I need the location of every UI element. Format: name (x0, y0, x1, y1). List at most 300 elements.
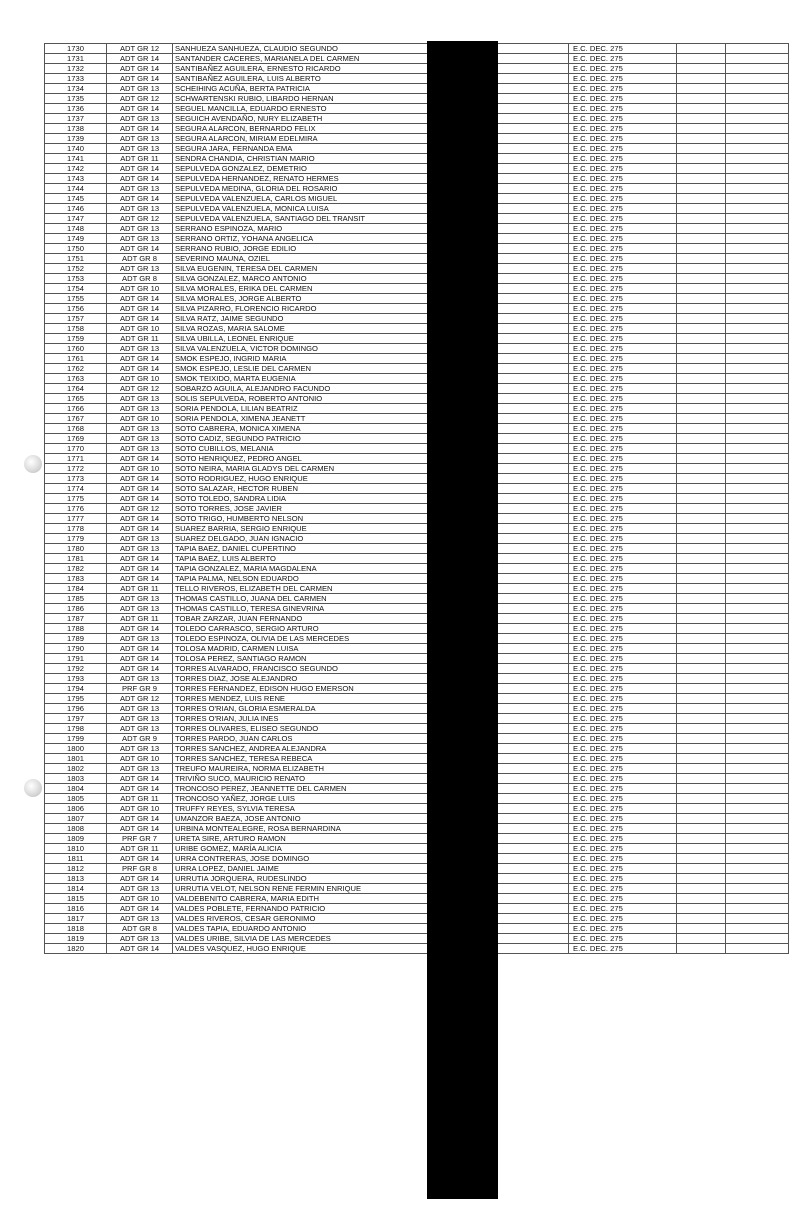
table-row (45, 444, 789, 454)
empty-cell (677, 174, 726, 184)
empty-cell (677, 94, 726, 104)
decree-cell: E.C. DEC. 275 (569, 414, 677, 424)
table-row (45, 84, 789, 94)
empty-cell (677, 494, 726, 504)
name-cell: SOTO HENRIQUEZ, PEDRO ANGEL (173, 454, 428, 464)
row-number-cell: 1775 (45, 494, 107, 504)
empty-cell (726, 104, 789, 114)
empty-cell (726, 534, 789, 544)
table-row (45, 904, 789, 914)
table-row (45, 744, 789, 754)
empty-cell (726, 204, 789, 214)
empty-cell (726, 944, 789, 954)
name-cell: SCHWARTENSKI RUBIO, LIBARDO HERNAN (173, 94, 428, 104)
grade-cell: ADT GR 12 (107, 44, 173, 54)
empty-cell (726, 834, 789, 844)
row-number-cell: 1755 (45, 294, 107, 304)
row-number-cell: 1750 (45, 244, 107, 254)
grade-cell: ADT GR 14 (107, 644, 173, 654)
empty-cell (677, 534, 726, 544)
row-number-cell: 1733 (45, 74, 107, 84)
table-row (45, 454, 789, 464)
row-number-cell: 1783 (45, 574, 107, 584)
grade-cell: ADT GR 13 (107, 344, 173, 354)
row-number-cell: 1761 (45, 354, 107, 364)
name-cell: SERRANO ESPINOZA, MARIO (173, 224, 428, 234)
table-row (45, 814, 789, 824)
table-row (45, 844, 789, 854)
table-row (45, 294, 789, 304)
table-row (45, 194, 789, 204)
grade-cell: ADT GR 13 (107, 264, 173, 274)
name-cell: SOTO CABRERA, MONICA XIMENA (173, 424, 428, 434)
row-number-cell: 1820 (45, 944, 107, 954)
empty-cell (677, 934, 726, 944)
empty-cell (726, 814, 789, 824)
name-cell: TORRES PARDO, JUAN CARLOS (173, 734, 428, 744)
grade-cell: ADT GR 10 (107, 804, 173, 814)
name-cell: URRA LOPEZ, DANIEL JAIME (173, 864, 428, 874)
row-number-cell: 1736 (45, 104, 107, 114)
empty-cell (726, 134, 789, 144)
name-cell: URRUTIA VELOT, NELSON RENE FERMIN ENRIQUE (173, 884, 428, 894)
grade-cell: ADT GR 10 (107, 894, 173, 904)
row-number-cell: 1751 (45, 254, 107, 264)
empty-cell (677, 794, 726, 804)
decree-cell: E.C. DEC. 275 (569, 314, 677, 324)
name-cell: SEGURA ALARCON, BERNARDO FELIX (173, 124, 428, 134)
decree-cell: E.C. DEC. 275 (569, 684, 677, 694)
grade-cell: PRF GR 7 (107, 834, 173, 844)
table-row (45, 494, 789, 504)
grade-cell: ADT GR 14 (107, 244, 173, 254)
name-cell: TOLOSA MADRID, CARMEN LUISA (173, 644, 428, 654)
empty-cell (726, 274, 789, 284)
table-row (45, 734, 789, 744)
empty-cell (726, 254, 789, 264)
empty-cell (677, 114, 726, 124)
empty-cell (726, 864, 789, 874)
row-number-cell: 1812 (45, 864, 107, 874)
table-row (45, 204, 789, 214)
grade-cell: ADT GR 9 (107, 734, 173, 744)
table-row (45, 754, 789, 764)
grade-cell: ADT GR 13 (107, 634, 173, 644)
grade-cell: ADT GR 13 (107, 394, 173, 404)
table-row (45, 794, 789, 804)
empty-cell (677, 864, 726, 874)
table-row (45, 394, 789, 404)
name-cell: SEPULVEDA VALENZUELA, CARLOS MIGUEL (173, 194, 428, 204)
empty-cell (677, 804, 726, 814)
grade-cell: ADT GR 10 (107, 414, 173, 424)
grade-cell: ADT GR 11 (107, 334, 173, 344)
empty-cell (677, 614, 726, 624)
name-cell: TRONCOSO PEREZ, JEANNETTE DEL CARMEN (173, 784, 428, 794)
table-row (45, 314, 789, 324)
grade-cell: ADT GR 13 (107, 934, 173, 944)
table-row (45, 864, 789, 874)
empty-cell (726, 844, 789, 854)
empty-cell (677, 274, 726, 284)
row-number-cell: 1772 (45, 464, 107, 474)
name-cell: SILVA ROZAS, MARIA SALOME (173, 324, 428, 334)
row-number-cell: 1793 (45, 674, 107, 684)
table-row (45, 594, 789, 604)
decree-cell: E.C. DEC. 275 (569, 834, 677, 844)
row-number-cell: 1732 (45, 64, 107, 74)
grade-cell: ADT GR 14 (107, 514, 173, 524)
grade-cell: ADT GR 14 (107, 64, 173, 74)
name-cell: SOTO SALAZAR, HECTOR RUBEN (173, 484, 428, 494)
name-cell: SOTO TRIGO, HUMBERTO NELSON (173, 514, 428, 524)
row-number-cell: 1801 (45, 754, 107, 764)
decree-cell: E.C. DEC. 275 (569, 454, 677, 464)
name-cell: URIBE GOMEZ, MARÍA ALICIA (173, 844, 428, 854)
decree-cell: E.C. DEC. 275 (569, 374, 677, 384)
empty-cell (726, 344, 789, 354)
table-row (45, 604, 789, 614)
table-row (45, 914, 789, 924)
decree-cell: E.C. DEC. 275 (569, 134, 677, 144)
name-cell: TORRES SANCHEZ, TERESA REBECA (173, 754, 428, 764)
empty-cell (726, 874, 789, 884)
grade-cell: ADT GR 14 (107, 124, 173, 134)
table-row (45, 724, 789, 734)
decree-cell: E.C. DEC. 275 (569, 44, 677, 54)
decree-cell: E.C. DEC. 275 (569, 534, 677, 544)
row-number-cell: 1794 (45, 684, 107, 694)
empty-cell (677, 44, 726, 54)
empty-cell (677, 354, 726, 364)
row-number-cell: 1730 (45, 44, 107, 54)
empty-cell (726, 684, 789, 694)
grade-cell: ADT GR 13 (107, 594, 173, 604)
row-number-cell: 1741 (45, 154, 107, 164)
name-cell: TORRES MENDEZ, LUIS RENE (173, 694, 428, 704)
table-row (45, 704, 789, 714)
empty-cell (726, 764, 789, 774)
decree-cell: E.C. DEC. 275 (569, 344, 677, 354)
grade-cell: ADT GR 13 (107, 534, 173, 544)
grade-cell: ADT GR 10 (107, 374, 173, 384)
row-number-cell: 1781 (45, 554, 107, 564)
empty-cell (677, 854, 726, 864)
decree-cell: E.C. DEC. 275 (569, 544, 677, 554)
empty-cell (726, 504, 789, 514)
empty-cell (677, 154, 726, 164)
table-row (45, 434, 789, 444)
empty-cell (677, 314, 726, 324)
name-cell: SOTO CADIZ, SEGUNDO PATRICIO (173, 434, 428, 444)
decree-cell: E.C. DEC. 275 (569, 624, 677, 634)
decree-cell: E.C. DEC. 275 (569, 154, 677, 164)
empty-cell (677, 374, 726, 384)
grade-cell: ADT GR 14 (107, 774, 173, 784)
row-number-cell: 1777 (45, 514, 107, 524)
row-number-cell: 1763 (45, 374, 107, 384)
redaction-bar (427, 41, 498, 1199)
name-cell: SOTO CUBILLOS, MELANIA (173, 444, 428, 454)
grade-cell: ADT GR 10 (107, 324, 173, 334)
empty-cell (677, 514, 726, 524)
table-row (45, 614, 789, 624)
row-number-cell: 1790 (45, 644, 107, 654)
decree-cell: E.C. DEC. 275 (569, 94, 677, 104)
grade-cell: ADT GR 13 (107, 144, 173, 154)
row-number-cell: 1760 (45, 344, 107, 354)
grade-cell: ADT GR 14 (107, 944, 173, 954)
table-row (45, 344, 789, 354)
row-number-cell: 1806 (45, 804, 107, 814)
row-number-cell: 1764 (45, 384, 107, 394)
name-cell: VALDES URIBE, SILVIA DE LAS MERCEDES (173, 934, 428, 944)
row-number-cell: 1734 (45, 84, 107, 94)
grade-cell: ADT GR 14 (107, 174, 173, 184)
empty-cell (726, 54, 789, 64)
row-number-cell: 1810 (45, 844, 107, 854)
empty-cell (726, 484, 789, 494)
grade-cell: ADT GR 14 (107, 164, 173, 174)
decree-cell: E.C. DEC. 275 (569, 854, 677, 864)
name-cell: SILVA MORALES, ERIKA DEL CARMEN (173, 284, 428, 294)
empty-cell (677, 754, 726, 764)
empty-cell (726, 214, 789, 224)
empty-cell (677, 574, 726, 584)
punch-hole-top (24, 455, 42, 473)
name-cell: URRA CONTRERAS, JOSE DOMINGO (173, 854, 428, 864)
row-number-cell: 1749 (45, 234, 107, 244)
table-row (45, 284, 789, 294)
decree-cell: E.C. DEC. 275 (569, 254, 677, 264)
empty-cell (726, 564, 789, 574)
empty-cell (677, 884, 726, 894)
punch-hole-bottom (24, 779, 42, 797)
empty-cell (726, 414, 789, 424)
grade-cell: ADT GR 13 (107, 744, 173, 754)
decree-cell: E.C. DEC. 275 (569, 644, 677, 654)
empty-cell (677, 674, 726, 684)
name-cell: SOTO NEIRA, MARIA GLADYS DEL CARMEN (173, 464, 428, 474)
table-row (45, 44, 789, 54)
empty-cell (677, 304, 726, 314)
grade-cell: ADT GR 13 (107, 914, 173, 924)
table-row (45, 324, 789, 334)
grade-cell: ADT GR 14 (107, 474, 173, 484)
empty-cell (726, 304, 789, 314)
empty-cell (677, 324, 726, 334)
decree-cell: E.C. DEC. 275 (569, 764, 677, 774)
row-number-cell: 1748 (45, 224, 107, 234)
empty-cell (726, 554, 789, 564)
row-number-cell: 1737 (45, 114, 107, 124)
name-cell: TOLEDO ESPINOZA, OLIVIA DE LAS MERCEDES (173, 634, 428, 644)
empty-cell (726, 634, 789, 644)
empty-cell (677, 164, 726, 174)
empty-cell (726, 224, 789, 234)
name-cell: SILVA RATZ, JAIME SEGUNDO (173, 314, 428, 324)
row-number-cell: 1759 (45, 334, 107, 344)
empty-cell (726, 124, 789, 134)
name-cell: THOMAS CASTILLO, TERESA GINEVRINA (173, 604, 428, 614)
grade-cell: ADT GR 14 (107, 364, 173, 374)
row-number-cell: 1756 (45, 304, 107, 314)
empty-cell (677, 774, 726, 784)
name-cell: TORRES O'RIAN, JULIA INES (173, 714, 428, 724)
name-cell: SMOK ESPEJO, INGRID MARIA (173, 354, 428, 364)
row-number-cell: 1782 (45, 564, 107, 574)
table-row (45, 894, 789, 904)
row-number-cell: 1807 (45, 814, 107, 824)
grade-cell: ADT GR 14 (107, 484, 173, 494)
empty-cell (726, 584, 789, 594)
decree-cell: E.C. DEC. 275 (569, 514, 677, 524)
decree-cell: E.C. DEC. 275 (569, 814, 677, 824)
empty-cell (677, 504, 726, 514)
grade-cell: ADT GR 13 (107, 434, 173, 444)
grade-cell: ADT GR 13 (107, 714, 173, 724)
table-row (45, 304, 789, 314)
empty-cell (726, 514, 789, 524)
table-row (45, 74, 789, 84)
empty-cell (726, 854, 789, 864)
name-cell: SENDRA CHANDIA, CHRISTIAN MARIO (173, 154, 428, 164)
table-row (45, 64, 789, 74)
empty-cell (726, 154, 789, 164)
row-number-cell: 1792 (45, 664, 107, 674)
empty-cell (677, 424, 726, 434)
decree-cell: E.C. DEC. 275 (569, 754, 677, 764)
grade-cell: ADT GR 13 (107, 764, 173, 774)
grade-cell: ADT GR 13 (107, 544, 173, 554)
empty-cell (726, 774, 789, 784)
row-number-cell: 1785 (45, 594, 107, 604)
grade-cell: ADT GR 14 (107, 354, 173, 364)
name-cell: SANTIBAÑEZ AGUILERA, LUIS ALBERTO (173, 74, 428, 84)
grade-cell: ADT GR 13 (107, 884, 173, 894)
grade-cell: ADT GR 12 (107, 694, 173, 704)
name-cell: VALDES RIVEROS, CESAR GERONIMO (173, 914, 428, 924)
empty-cell (726, 434, 789, 444)
decree-cell: E.C. DEC. 275 (569, 244, 677, 254)
empty-cell (677, 224, 726, 234)
empty-cell (726, 174, 789, 184)
empty-cell (677, 104, 726, 114)
grade-cell: ADT GR 13 (107, 604, 173, 614)
decree-cell: E.C. DEC. 275 (569, 274, 677, 284)
empty-cell (726, 244, 789, 254)
decree-cell: E.C. DEC. 275 (569, 144, 677, 154)
empty-cell (677, 244, 726, 254)
decree-cell: E.C. DEC. 275 (569, 194, 677, 204)
table-row (45, 684, 789, 694)
decree-cell: E.C. DEC. 275 (569, 824, 677, 834)
row-number-cell: 1788 (45, 624, 107, 634)
empty-cell (677, 384, 726, 394)
name-cell: SILVA UBILLA, LEONEL ENRIQUE (173, 334, 428, 344)
decree-cell: E.C. DEC. 275 (569, 494, 677, 504)
empty-cell (726, 804, 789, 814)
empty-cell (677, 554, 726, 564)
name-cell: SANTANDER CACERES, MARIANELA DEL CARMEN (173, 54, 428, 64)
name-cell: SORIA PENDOLA, XIMENA JEANETT (173, 414, 428, 424)
empty-cell (677, 764, 726, 774)
empty-cell (677, 694, 726, 704)
empty-cell (726, 784, 789, 794)
decree-cell: E.C. DEC. 275 (569, 184, 677, 194)
table-row (45, 644, 789, 654)
name-cell: TORRES OLIVARES, ELISEO SEGUNDO (173, 724, 428, 734)
name-cell: SEPULVEDA VALENZUELA, MONICA LUISA (173, 204, 428, 214)
empty-cell (726, 714, 789, 724)
empty-cell (726, 794, 789, 804)
empty-cell (677, 814, 726, 824)
empty-cell (677, 824, 726, 834)
table-row (45, 264, 789, 274)
name-cell: SOTO TOLEDO, SANDRA LIDIA (173, 494, 428, 504)
name-cell: SEPULVEDA MEDINA, GLORIA DEL ROSARIO (173, 184, 428, 194)
grade-cell: ADT GR 13 (107, 114, 173, 124)
grade-cell: ADT GR 14 (107, 664, 173, 674)
row-number-cell: 1770 (45, 444, 107, 454)
empty-cell (677, 124, 726, 134)
row-number-cell: 1776 (45, 504, 107, 514)
row-number-cell: 1742 (45, 164, 107, 174)
grade-cell: ADT GR 13 (107, 204, 173, 214)
name-cell: TRUFFY REYES, SYLVIA TERESA (173, 804, 428, 814)
empty-cell (726, 824, 789, 834)
empty-cell (677, 584, 726, 594)
grade-cell: ADT GR 13 (107, 184, 173, 194)
row-number-cell: 1814 (45, 884, 107, 894)
decree-cell: E.C. DEC. 275 (569, 164, 677, 174)
empty-cell (726, 354, 789, 364)
row-number-cell: 1797 (45, 714, 107, 724)
empty-cell (677, 54, 726, 64)
decree-cell: E.C. DEC. 275 (569, 864, 677, 874)
personnel-table (44, 43, 789, 954)
table-row (45, 364, 789, 374)
decree-cell: E.C. DEC. 275 (569, 434, 677, 444)
empty-cell (677, 664, 726, 674)
empty-cell (726, 474, 789, 484)
decree-cell: E.C. DEC. 275 (569, 784, 677, 794)
empty-cell (726, 94, 789, 104)
decree-cell: E.C. DEC. 275 (569, 794, 677, 804)
row-number-cell: 1805 (45, 794, 107, 804)
empty-cell (677, 734, 726, 744)
table-row (45, 234, 789, 244)
empty-cell (726, 644, 789, 654)
name-cell: SUAREZ BARRIA, SERGIO ENRIQUE (173, 524, 428, 534)
table-row (45, 674, 789, 684)
decree-cell: E.C. DEC. 275 (569, 614, 677, 624)
grade-cell: ADT GR 14 (107, 784, 173, 794)
empty-cell (677, 744, 726, 754)
decree-cell: E.C. DEC. 275 (569, 304, 677, 314)
empty-cell (677, 684, 726, 694)
table-row (45, 624, 789, 634)
empty-cell (677, 454, 726, 464)
name-cell: SEGUEL MANCILLA, EDUARDO ERNESTO (173, 104, 428, 114)
decree-cell: E.C. DEC. 275 (569, 884, 677, 894)
grade-cell: ADT GR 14 (107, 874, 173, 884)
table-body (45, 44, 789, 954)
decree-cell: E.C. DEC. 275 (569, 554, 677, 564)
empty-cell (726, 734, 789, 744)
name-cell: TORRES DIAZ, JOSE ALEJANDRO (173, 674, 428, 684)
table-row (45, 484, 789, 494)
